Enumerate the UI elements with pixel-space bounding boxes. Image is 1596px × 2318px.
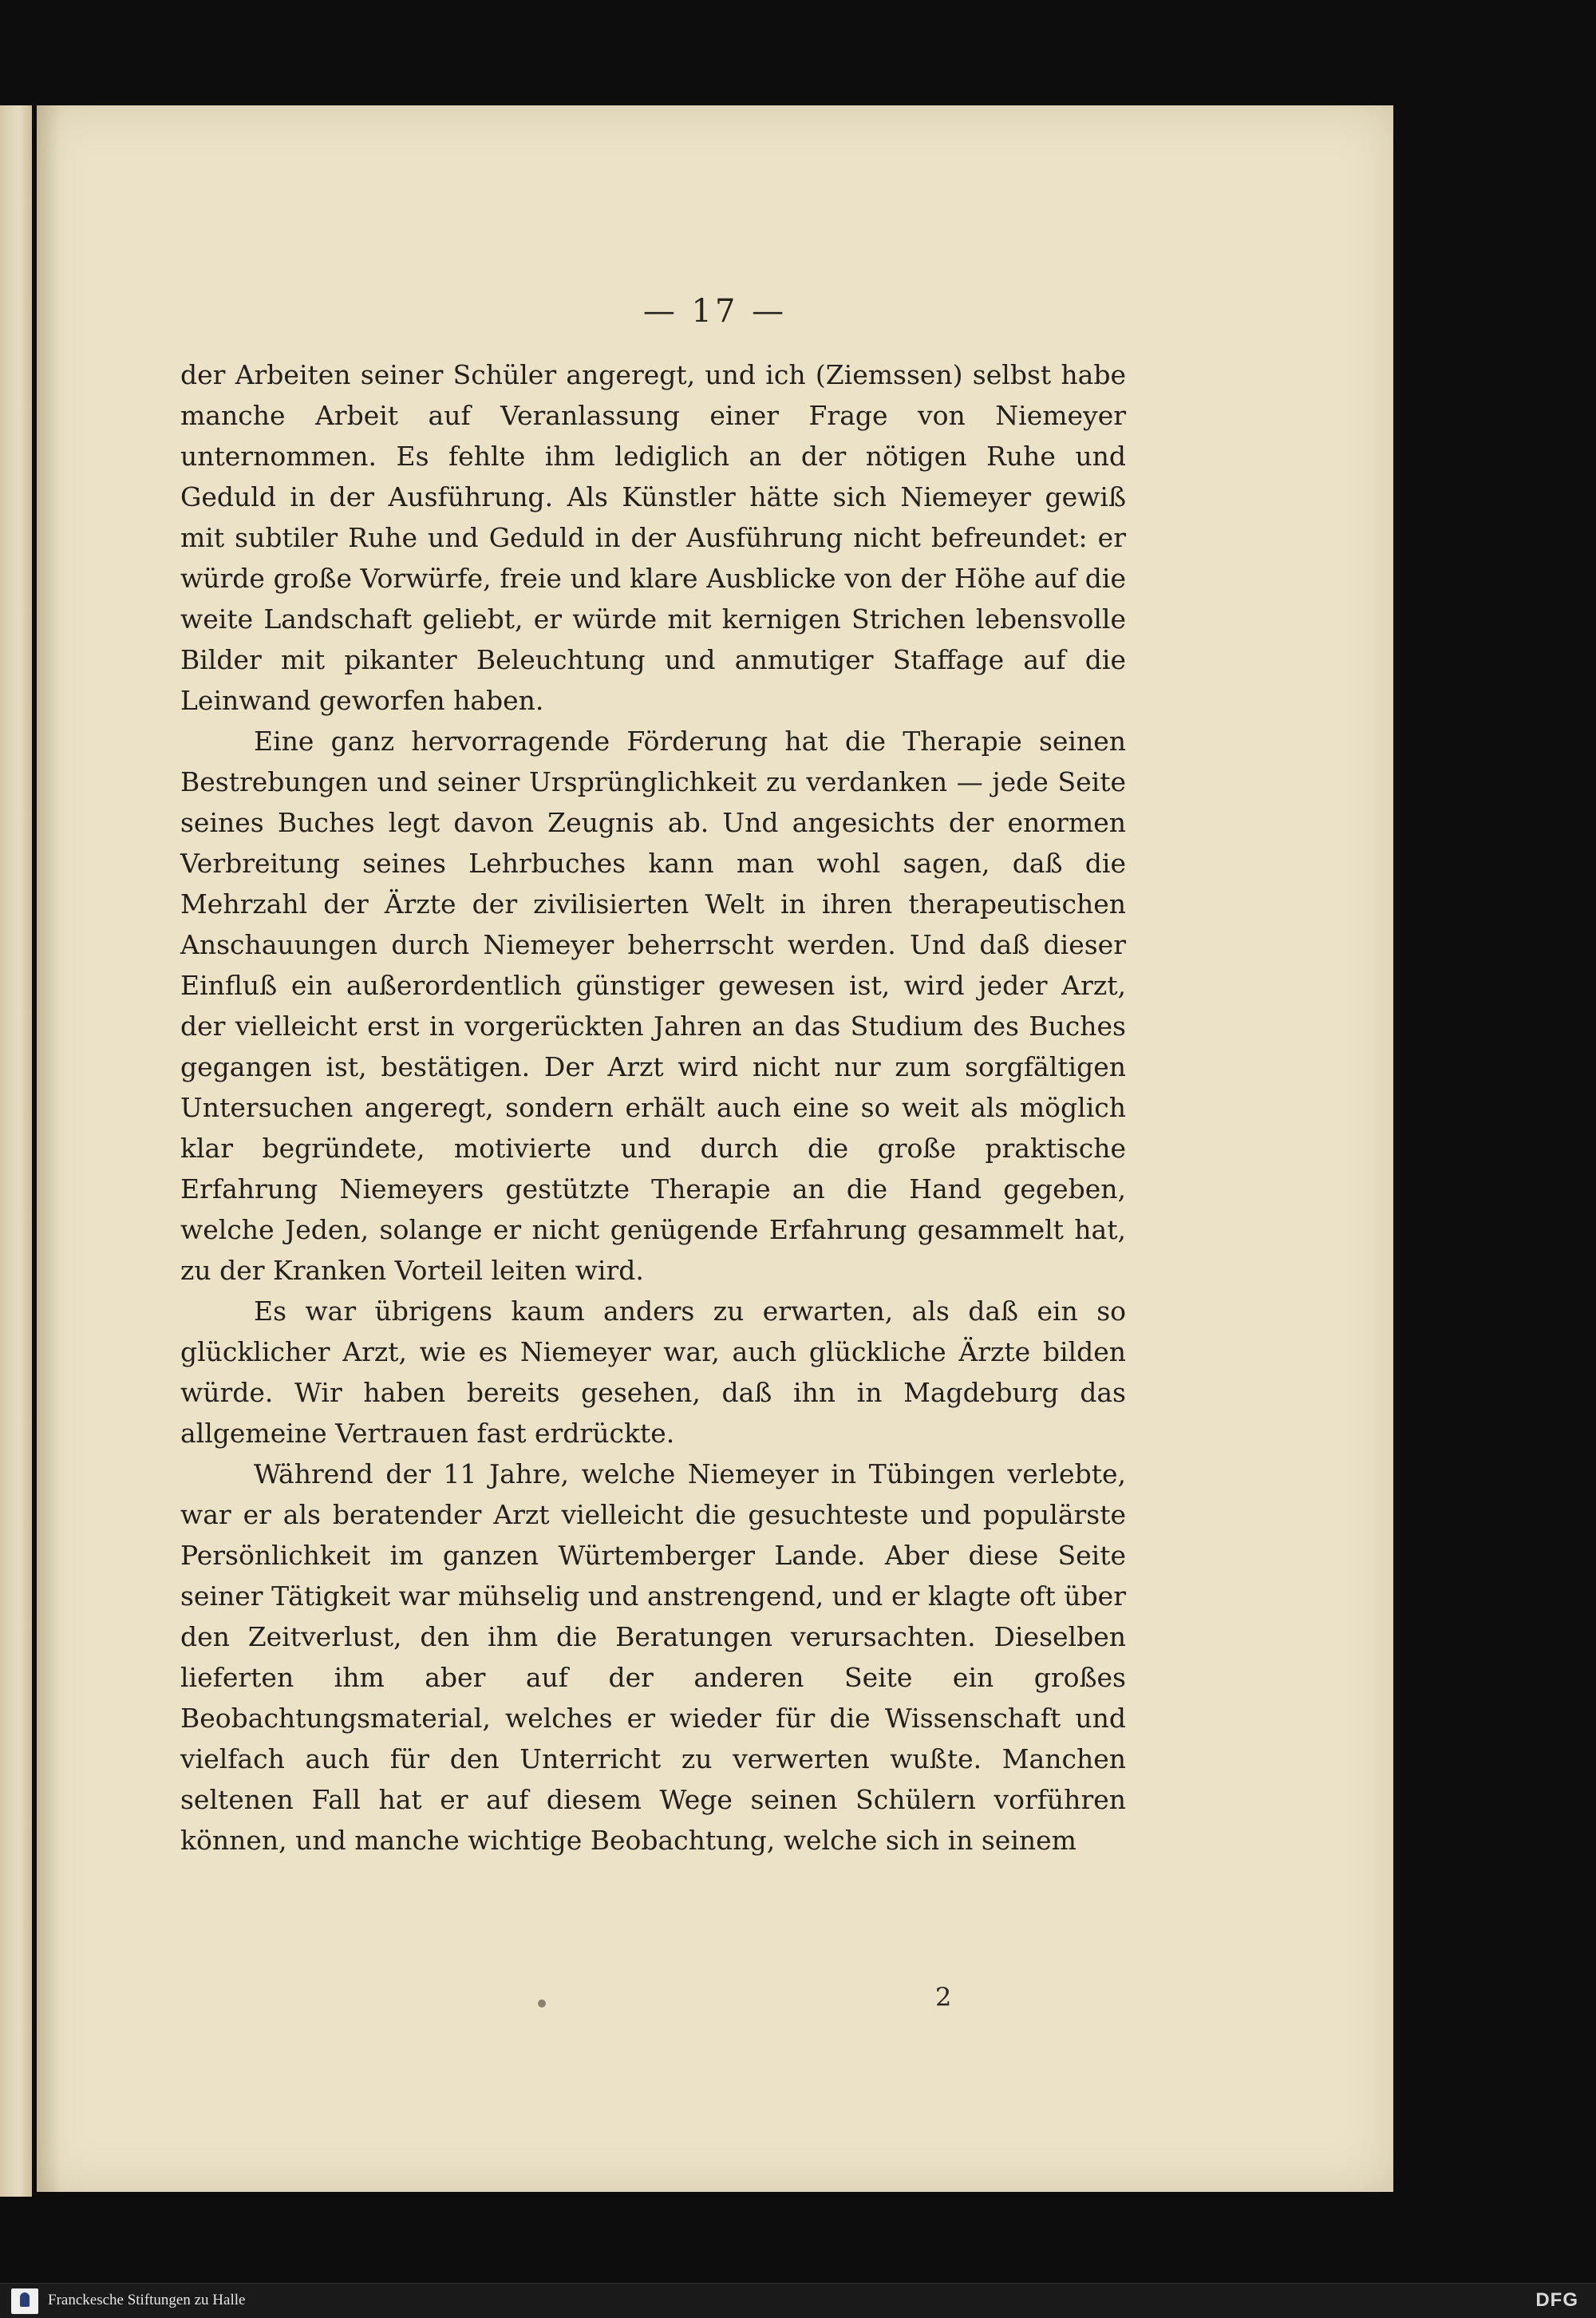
viewer-footer [0,2283,1596,2318]
left-page-edge [0,105,32,2197]
book-page [37,105,1393,2192]
paragraph: Eine ganz hervorragende Förderung hat die Therapie seinen Bestrebungen und seiner Ursprünglichkeit zu verdanken — jede Seite seines Buches legt davon Zeugnis ab. Und angesichts der enormen Verbreitung seines Lehrbuches kann man wohl sagen, daß die Mehrzahl der Ärzte der zivilisierten Welt in ihren therapeutischen Anschauungen durch Niemeyer beherrscht werden. Und daß dieser Einfluß ein außerordentlich günstiger gewesen ist, wird jeder Arzt, der vielleicht erst in vorgerückten Jahren an das Studium des Buches gegangen ist, bestätigen. Der Arzt wird nicht nur zum sorgfältigen Untersuchen angeregt, sondern erhält auch eine so weit als möglich klar begründete, motivierte und durch die große praktische Erfahrung Niemeyers gestützte Therapie an die Hand gegeben, welche Jeden, solange er nicht genügende Erfahrung gesammelt hat, zu der Kranken Vorteil leiten wird. [180,726,1126,1286]
body-text [180,354,1126,1861]
institution-name: Franckesche Stiftungen zu Halle [48,2292,246,2308]
paragraph: Es war übrigens kaum anders zu erwarten, als daß ein so glücklicher Arzt, wie es Niemeyer war, auch glückliche Ärzte bilden würde. Wir haben bereits gesehen, daß ihn in Magdeburg das allgemeine Vertrauen fast erdrückte. [180,1295,1126,1449]
signature-mark: 2 [935,1982,952,2012]
dfg-logo: DFG [1535,2289,1578,2311]
institution-logo-icon [11,2288,38,2314]
ink-dot [538,2000,546,2007]
paragraph: der Arbeiten seiner Schüler angeregt, und ich (Ziemssen) selbst habe manche Arbeit auf Veranlassung einer Frage von Niemeyer unternommen. Es fehlte ihm lediglich an der nötigen Ruhe und Geduld in der Ausführung. Als Künstler hätte sich Niemeyer gewiß mit subtiler Ruhe und Geduld in der Ausführung nicht befreundet: er würde große Vorwürfe, freie und klare Ausblicke von der Höhe auf die weite Landschaft geliebt, er würde mit kernigen Strichen lebensvolle Bilder mit pikanter Beleuchtung und anmutiger Staffage auf die Leinwand geworfen haben. [180,359,1126,716]
page-number-header: — 17 — [642,293,788,330]
paragraph: Während der 11 Jahre, welche Niemeyer in Tübingen verlebte, war er als beratender Arzt vielleicht die gesuchteste und populärste Persönlichkeit im ganzen Würtemberger Lande. Aber diese Seite seiner Tätigkeit war mühselig und anstrengend, und er klagte oft über den Zeitverlust, den ihm die Beratungen verursachten. Dieselben lieferten ihm aber auf der anderen Seite ein großes Beobachtungsmaterial, welches er wieder für die Wissenschaft und vielfach auch für den Unterricht zu verwerten wußte. Manchen seltenen Fall hat er auf diesem Wege seinen Schülern vorführen können, und manche wichtige Beobachtung, welche sich in seinem [180,1458,1126,1856]
